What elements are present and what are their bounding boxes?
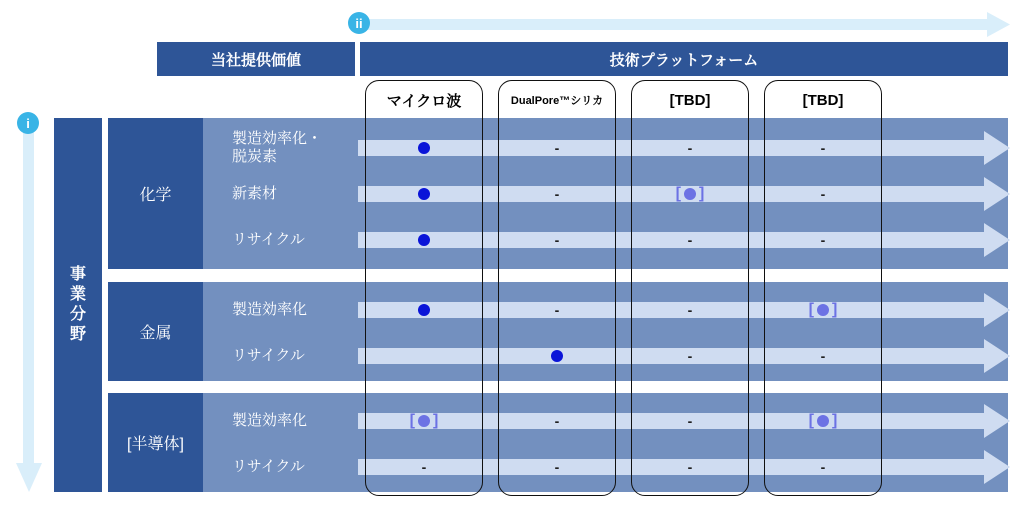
header-value-proposition: 当社提供価値 [157, 42, 355, 76]
category-semiconductor: [半導体] [108, 393, 203, 492]
bracket-left: [ [675, 185, 681, 202]
badge-ii: ii [348, 12, 370, 34]
row-label: 製造効率化 [232, 412, 308, 429]
business-field-bar [54, 118, 102, 492]
mark-none: - [820, 459, 826, 475]
column-frame-tbd-1 [631, 80, 749, 496]
header-technology-platform: 技術プラットフォーム [360, 42, 1008, 76]
category-chemistry: 化学 [108, 118, 203, 269]
mark-none: - [554, 186, 560, 202]
mark-none: - [820, 348, 826, 364]
badge-i: i [17, 112, 39, 134]
bracket-right: ] [832, 301, 838, 318]
vertical-axis-arrow [14, 118, 44, 498]
mark-none: - [820, 232, 826, 248]
mark-none: - [687, 348, 693, 364]
row-label: リサイクル [232, 231, 305, 248]
mark-none: - [687, 459, 693, 475]
row-label: 製造効率化 [232, 301, 308, 318]
mark-none: - [554, 459, 560, 475]
mark-none: - [554, 413, 560, 429]
row-label: リサイクル [232, 347, 305, 364]
bracket-left: [ [409, 412, 415, 429]
horizontal-axis-arrow [355, 10, 1015, 40]
column-frame-tbd-2 [764, 80, 882, 496]
mark-none: - [687, 413, 693, 429]
mark-none: - [554, 302, 560, 318]
mark-none: - [554, 140, 560, 156]
row-label: 製造効率化・ 脱炭素 [232, 130, 323, 165]
column-header-tbd-2: [TBD] [802, 91, 844, 109]
mark-none: - [687, 140, 693, 156]
mark-none: - [554, 232, 560, 248]
mark-none: - [421, 459, 427, 475]
business-field-label: 事 業 分 野 [69, 266, 86, 343]
bracket-left: [ [808, 412, 814, 429]
column-header-dualpore: DualPore™シリカ [510, 95, 604, 107]
mark-none: - [687, 302, 693, 318]
bracket-right: ] [433, 412, 439, 429]
row-label: リサイクル [232, 458, 305, 475]
mark-none: - [687, 232, 693, 248]
column-frame-microwave [365, 80, 483, 496]
mark-none: - [820, 140, 826, 156]
column-frame-dualpore [498, 80, 616, 496]
mark-none: - [820, 186, 826, 202]
category-metal: 金属 [108, 282, 203, 381]
column-header-tbd-1: [TBD] [669, 91, 711, 109]
column-header-microwave: マイクロ波 [386, 92, 462, 110]
bracket-right: ] [832, 412, 838, 429]
bracket-right: ] [699, 185, 705, 202]
bracket-left: [ [808, 301, 814, 318]
row-label: 新素材 [232, 185, 278, 202]
